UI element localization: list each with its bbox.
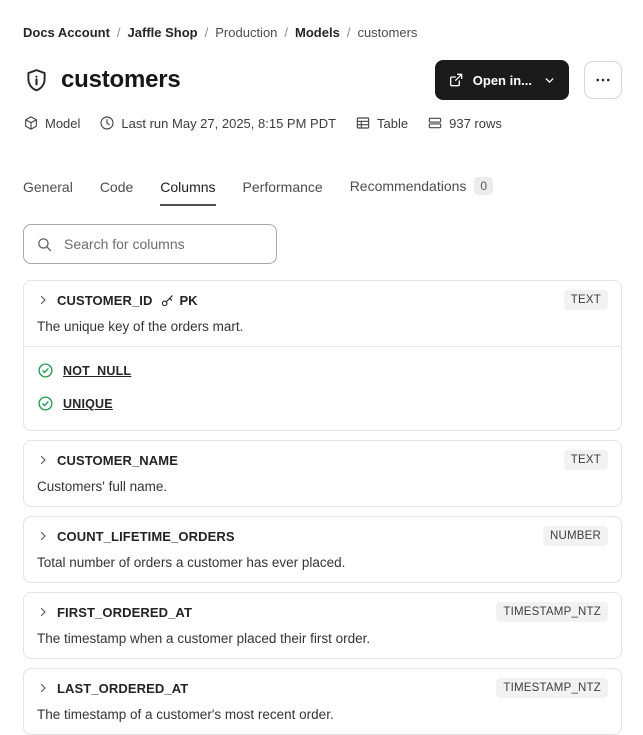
meta-row (23, 115, 622, 131)
column-search (23, 224, 277, 264)
check-circle-icon (37, 362, 54, 379)
column-type-badge: TEXT (564, 290, 608, 310)
column-card-last-ordered-at (23, 668, 622, 735)
tab-general-label: General (23, 179, 73, 195)
meta-materialization (355, 115, 408, 131)
column-header[interactable] (37, 450, 608, 470)
pk-label: PK (179, 292, 198, 308)
chevron-right-icon[interactable] (37, 294, 49, 306)
primary-key-indicator (160, 293, 197, 308)
column-description: Customers' full name. (37, 479, 168, 494)
page-title: customers (61, 66, 181, 93)
chevron-right-icon[interactable] (37, 606, 49, 618)
meta-resource-type (23, 115, 80, 131)
column-header[interactable] (37, 526, 608, 546)
column-type-badge: TEXT (564, 450, 608, 470)
column-card-customer-id (23, 280, 622, 431)
column-description: The unique key of the orders mart. (37, 319, 244, 334)
column-name: COUNT_LIFETIME_ORDERS (57, 528, 235, 544)
ellipsis-icon (594, 71, 612, 89)
tab-recommendations[interactable] (350, 177, 493, 206)
table-icon (355, 115, 371, 131)
breadcrumb-item-production[interactable]: Production (215, 25, 278, 40)
chevron-right-icon[interactable] (37, 454, 49, 466)
column-name: CUSTOMER_NAME (57, 452, 178, 468)
tab-performance-label: Performance (242, 179, 323, 195)
breadcrumb-separator: / (204, 25, 209, 40)
column-card-first-ordered-at (23, 592, 622, 659)
column-type-badge: TIMESTAMP_NTZ (496, 678, 608, 698)
tab-columns[interactable] (160, 179, 215, 206)
column-header[interactable] (37, 602, 608, 622)
breadcrumb-separator: / (346, 25, 351, 40)
chevron-down-icon (543, 74, 556, 87)
open-in-button[interactable] (435, 60, 569, 100)
meta-last-run (99, 115, 336, 131)
column-name: FIRST_ORDERED_AT (57, 604, 192, 620)
test-row-unique (37, 387, 608, 420)
breadcrumb-separator: / (116, 25, 121, 40)
search-icon (36, 236, 53, 253)
meta-resource-type-label: Model (45, 115, 81, 131)
recommendations-count-badge: 0 (474, 177, 493, 195)
shield-model-icon (23, 67, 50, 94)
external-link-icon (448, 72, 464, 88)
chevron-right-icon[interactable] (37, 682, 49, 694)
more-button[interactable] (584, 61, 622, 99)
column-description: The timestamp of a customer's most recent order. (37, 707, 334, 722)
meta-last-run-label: Last run May 27, 2025, 8:15 PM PDT (121, 115, 337, 131)
column-header[interactable] (37, 678, 608, 698)
chevron-right-icon[interactable] (37, 530, 49, 542)
title-row (23, 60, 622, 100)
column-card-count-lifetime-orders (23, 516, 622, 583)
column-header[interactable] (37, 290, 608, 310)
test-link-unique[interactable]: UNIQUE (63, 396, 113, 411)
column-tests (24, 346, 621, 430)
column-description: Total number of orders a customer has ever placed. (37, 555, 346, 570)
tab-general[interactable] (23, 179, 73, 206)
column-type-badge: NUMBER (543, 526, 608, 546)
tab-performance[interactable] (243, 179, 323, 206)
column-name: LAST_ORDERED_AT (57, 680, 189, 696)
column-description: The timestamp when a customer placed their first order. (37, 631, 371, 646)
rows-icon (427, 115, 443, 131)
test-link-not-null[interactable]: NOT_NULL (63, 363, 132, 378)
meta-row-count-label: 937 rows (449, 115, 502, 131)
column-type-badge: TIMESTAMP_NTZ (496, 602, 608, 622)
tab-bar (23, 177, 622, 206)
breadcrumb-separator: / (284, 25, 289, 40)
meta-materialization-label: Table (377, 115, 409, 131)
tab-recommendations-label: Recommendations (349, 178, 467, 194)
tab-columns-label: Columns (160, 179, 216, 195)
breadcrumb-item-customers[interactable]: customers (357, 25, 418, 40)
column-name: CUSTOMER_ID (57, 292, 153, 308)
breadcrumb (23, 25, 622, 40)
column-card-customer-name (23, 440, 622, 507)
breadcrumb-item-models[interactable]: Models (295, 25, 340, 40)
open-in-label: Open in... (472, 72, 532, 88)
key-icon (160, 293, 175, 308)
clock-icon (99, 115, 115, 131)
search-input[interactable] (62, 235, 264, 253)
test-row-not-null (37, 354, 608, 387)
column-list (23, 280, 622, 735)
breadcrumb-item-jaffle-shop[interactable]: Jaffle Shop (127, 25, 198, 40)
meta-row-count (427, 115, 502, 131)
cube-icon (23, 115, 39, 131)
tab-code-label: Code (99, 179, 134, 195)
breadcrumb-item-docs-account[interactable]: Docs Account (23, 25, 110, 40)
check-circle-icon (37, 395, 54, 412)
tab-code[interactable] (100, 179, 133, 206)
